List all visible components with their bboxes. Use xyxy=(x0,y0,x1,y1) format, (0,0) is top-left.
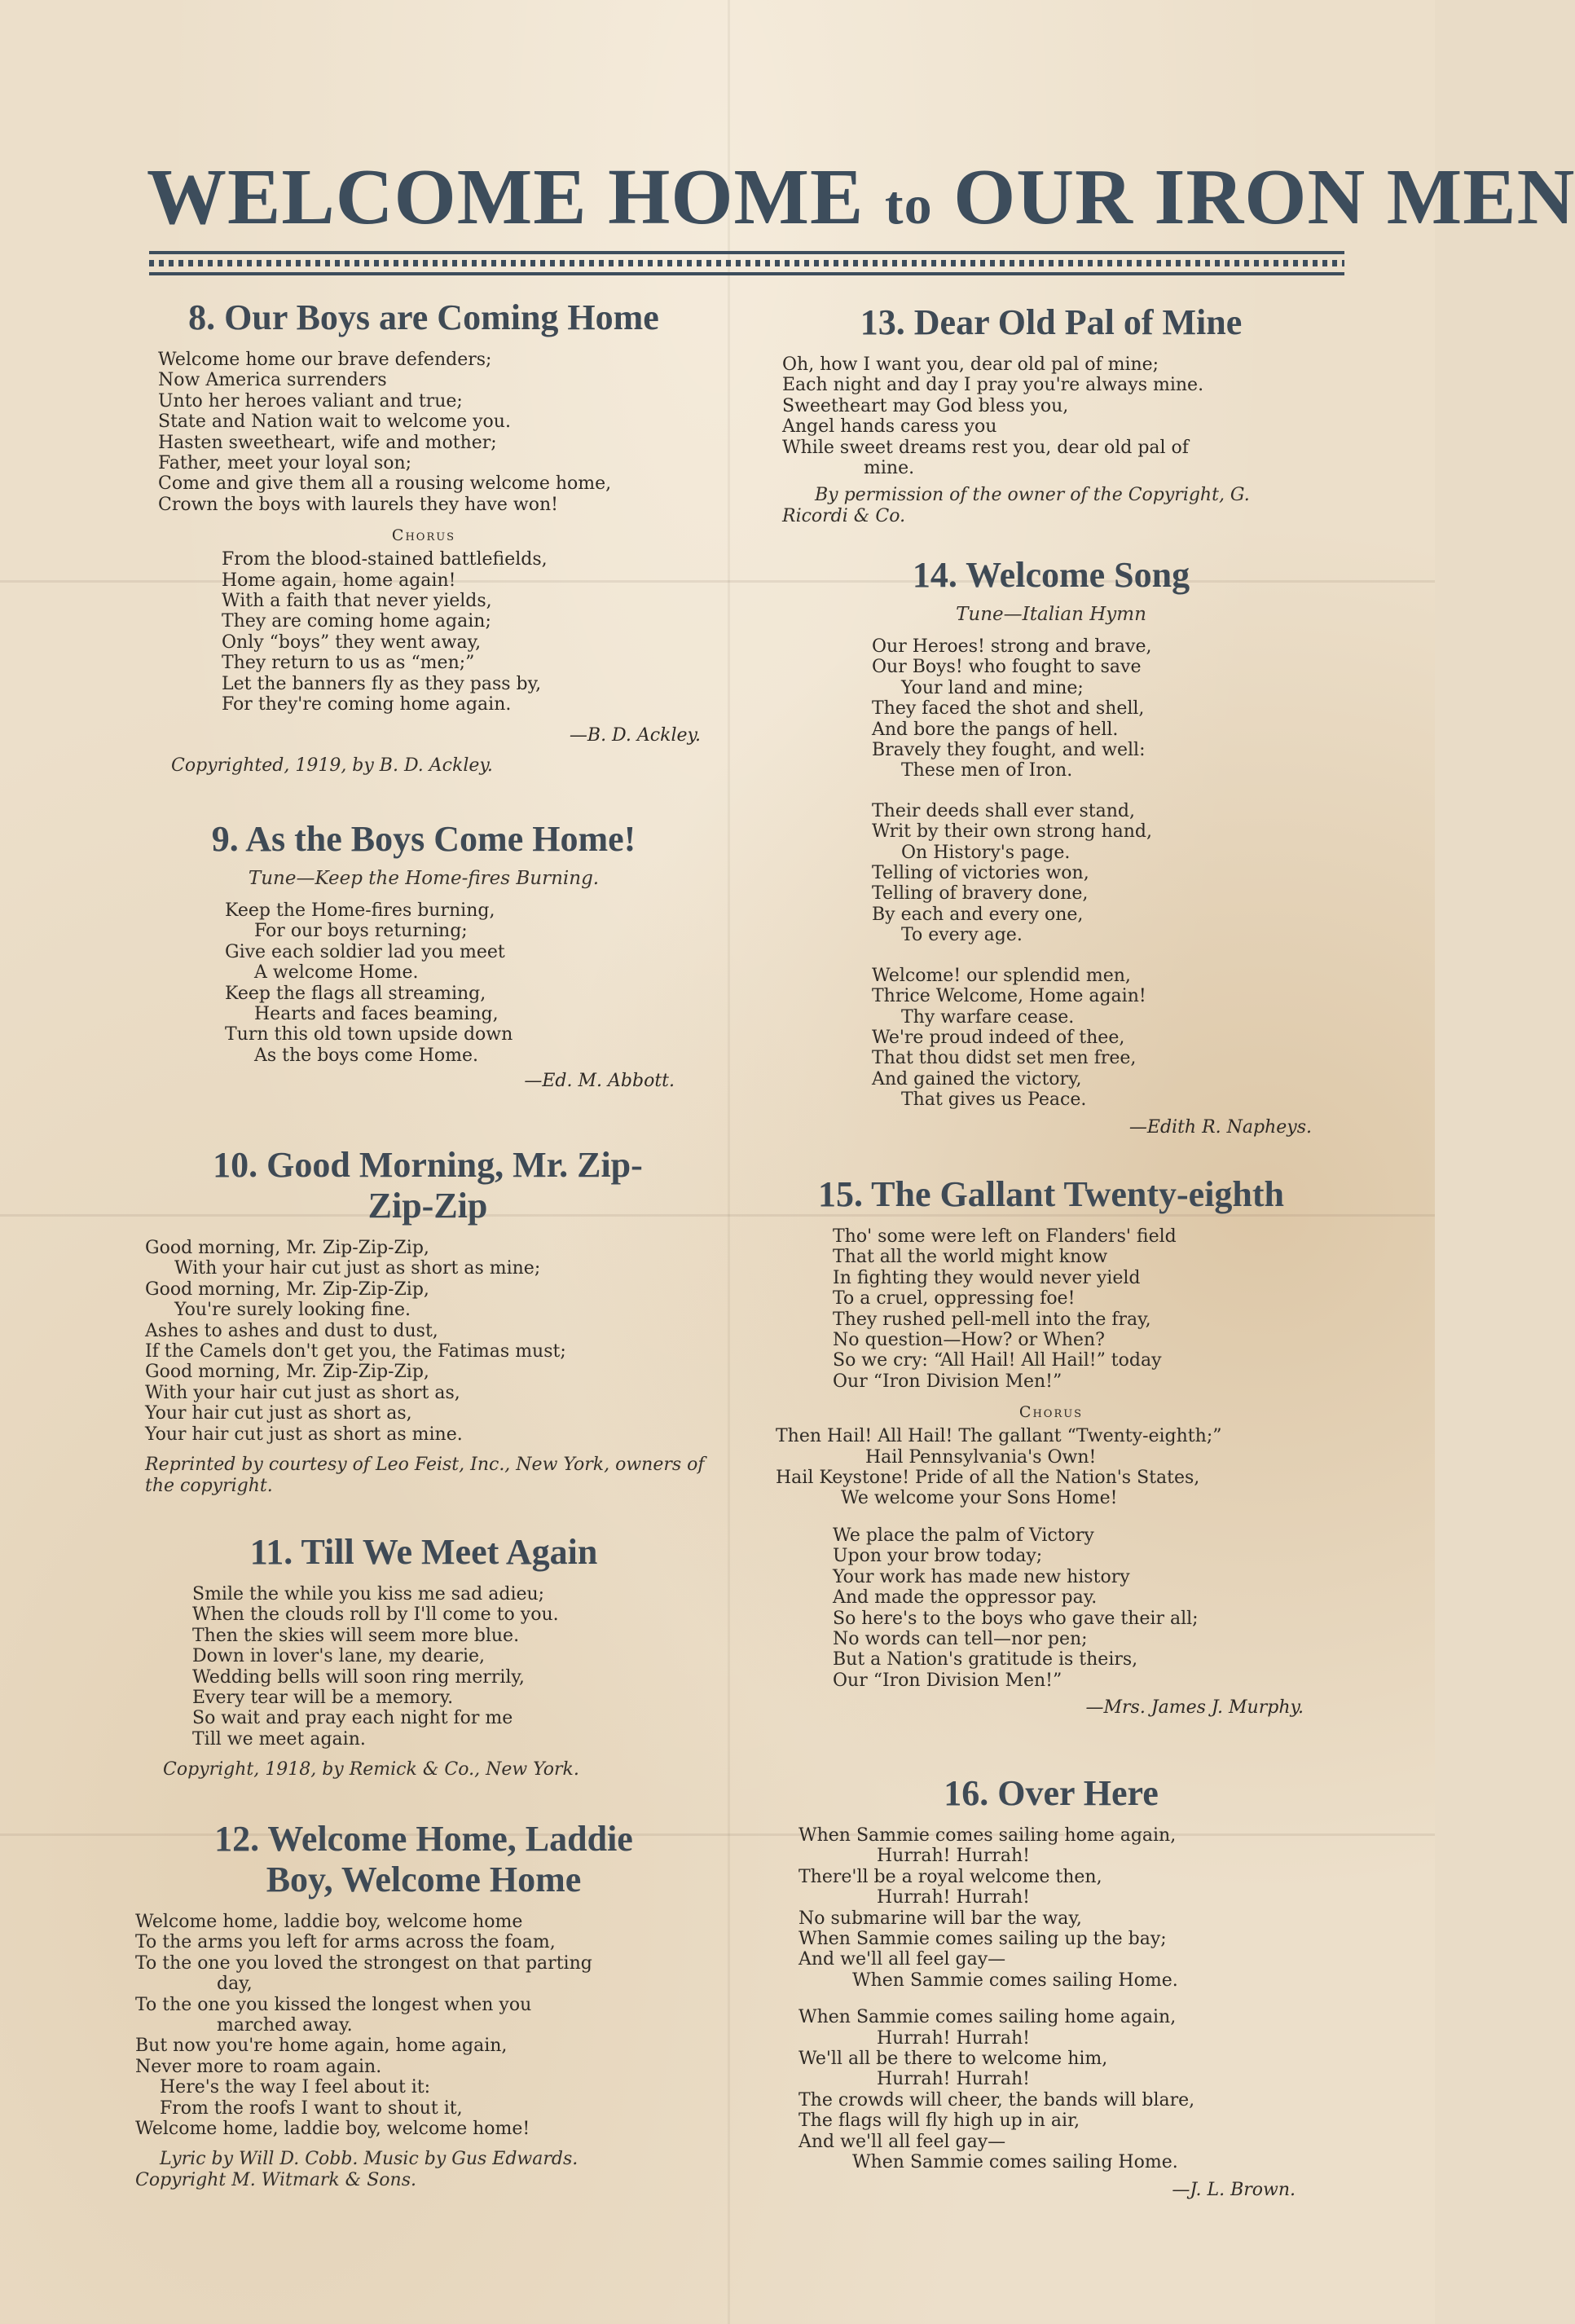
right-column xyxy=(766,297,1336,2200)
song-title: 8. Our Boys are Coming Home xyxy=(188,297,659,337)
verse-line: The flags will fly high up in air, xyxy=(798,2111,1080,2132)
verse-line: So here's to the boys who gave their all; xyxy=(833,1608,1199,1629)
stanza xyxy=(766,966,1336,1111)
verse-line: If the Camels don't get you, the Fatimas must; xyxy=(145,1341,566,1362)
verse-line: They rushed pell-mell into the fray, xyxy=(833,1309,1151,1330)
verse-line: Our “Iron Division Men!” xyxy=(833,1670,1062,1691)
title-rest: OUR IRON MEN xyxy=(953,153,1575,241)
song-11 xyxy=(130,1532,717,1819)
stanza xyxy=(766,1825,1336,1991)
chorus-label: Chorus xyxy=(1018,1403,1084,1422)
verse-line: These men of Iron. xyxy=(901,760,1073,781)
verse-line: Hasten sweetheart, wife and mother; xyxy=(158,432,497,453)
copyright-credit xyxy=(130,2149,717,2191)
song-title-line: 12. Welcome Home, Laddie xyxy=(214,1819,633,1859)
verse-line: Our Heroes! strong and brave, xyxy=(872,636,1152,657)
verse-line: Hurrah! Hurrah! xyxy=(877,2027,1031,2049)
verse-line: Turn this old town upside down xyxy=(225,1024,513,1045)
verse-line: Now America surrenders xyxy=(158,370,387,391)
chorus-line: They return to us as “men;” xyxy=(222,653,475,674)
verse-line: Telling of bravery done, xyxy=(872,883,1089,905)
verse-line: Good morning, Mr. Zip-Zip-Zip, xyxy=(145,1279,429,1300)
verse-line: To the one you kissed the longest when you xyxy=(135,1994,532,2015)
fold-line xyxy=(728,0,730,2324)
verse-line: Thrice Welcome, Home again! xyxy=(872,986,1146,1007)
verse-line: Angel hands caress you xyxy=(782,416,997,438)
verse-line: When the clouds roll by I'll come to you. xyxy=(192,1604,559,1626)
verse xyxy=(766,1226,1336,1392)
verse-line: day, xyxy=(217,1974,253,1995)
verse-line: To the one you loved the strongest on that parting xyxy=(135,1952,592,1974)
song-title: 15. The Gallant Twenty-eighth xyxy=(817,1174,1285,1214)
verse-line: Writ by their own strong hand, xyxy=(872,821,1152,843)
verse-line: Welcome home our brave defenders; xyxy=(158,350,492,370)
verse-line: A welcome Home. xyxy=(254,962,419,984)
verse-line: Tho' some were left on Flanders' field xyxy=(833,1226,1177,1247)
song-16 xyxy=(766,1773,1336,2200)
title-main: WELCOME HOME xyxy=(147,153,864,241)
verse-line: Telling of victories won, xyxy=(872,863,1089,884)
song-title: 11. Till We Meet Again xyxy=(249,1532,598,1572)
copyright-credit: Reprinted by courtesy of Leo Feist, Inc., New York, owners of the copyright. xyxy=(145,1455,705,1497)
verse-line: Then the skies will seem more blue. xyxy=(192,1625,520,1646)
copyright-credit: By permission of the owner of the Copyright, G. Ricordi & Co. xyxy=(782,485,1250,527)
verse-line: Never more to roam again. xyxy=(135,2056,382,2077)
verse-line: But a Nation's gratitude is theirs, xyxy=(833,1649,1138,1670)
credit-line: Copyright M. Witmark & Sons. xyxy=(135,2170,417,2191)
chorus-line: Home again, home again! xyxy=(222,570,456,591)
verse-line: Every tear will be a memory. xyxy=(192,1688,454,1709)
verse-line: Our “Iron Division Men!” xyxy=(833,1371,1062,1392)
chorus-line: Then Hail! All Hail! The gallant “Twenty-eighth;” xyxy=(776,1426,1222,1447)
verse xyxy=(130,1912,717,2139)
verse-line: To the arms you left for arms across the foam, xyxy=(135,1932,556,1953)
song-13 xyxy=(766,302,1336,555)
song-8 xyxy=(130,297,717,819)
song-15 xyxy=(766,1174,1336,1773)
chorus-label: Chorus xyxy=(391,526,456,545)
verse-line: Our Boys! who fought to save xyxy=(872,657,1142,678)
song-12 xyxy=(130,1819,717,2191)
chorus-line: Only “boys” they went away, xyxy=(222,632,482,653)
song-title: 13. Dear Old Pal of Mine xyxy=(860,302,1243,342)
verse-line: We'll all be there to welcome him, xyxy=(798,2049,1108,2070)
verse-line: Hurrah! Hurrah! xyxy=(877,1846,1031,1867)
verse-line: Your land and mine; xyxy=(901,677,1084,698)
verse-line: And we'll all feel gay— xyxy=(798,2131,1006,2152)
chorus-line: Hail Keystone! Pride of all the Nation's States, xyxy=(776,1468,1200,1489)
verse-line: Keep the Home-fires burning, xyxy=(225,900,495,921)
verse-line: Good morning, Mr. Zip-Zip-Zip, xyxy=(145,1238,429,1258)
verse-line: Keep the flags all streaming, xyxy=(225,983,486,1004)
tune: Tune—Italian Hymn xyxy=(956,604,1146,625)
verse-line: Welcome home, laddie boy, welcome home xyxy=(135,1912,523,1932)
verse-line: To every age. xyxy=(901,925,1023,946)
verse-line: In fighting they would never yield xyxy=(833,1267,1141,1288)
verse-line: On History's page. xyxy=(901,842,1071,863)
song-14 xyxy=(766,555,1336,1174)
chorus-line: Hail Pennsylvania's Own! xyxy=(865,1446,1097,1468)
verse-line: Bravely they fought, and well: xyxy=(872,740,1146,761)
verse-line: Ashes to ashes and dust to dust, xyxy=(145,1320,438,1341)
verse-line: Each night and day I pray you're always mine. xyxy=(782,375,1204,396)
song-10 xyxy=(130,1145,717,1532)
verse-line: And gained the victory, xyxy=(872,1068,1082,1089)
attribution: —Edith R. Napheys. xyxy=(1128,1116,1312,1138)
verse-line: Their deeds shall ever stand, xyxy=(872,800,1136,821)
chorus xyxy=(130,549,717,715)
verse-line: There'll be a royal welcome then, xyxy=(798,1866,1102,1887)
verse-line: But now you're home again, home again, xyxy=(135,2036,508,2057)
attribution: —B. D. Ackley. xyxy=(569,724,701,746)
left-column xyxy=(130,297,717,2191)
verse xyxy=(766,1525,1336,1691)
tune: Tune—Keep the Home-fires Burning. xyxy=(248,868,600,889)
verse-line: Hurrah! Hurrah! xyxy=(877,2069,1031,2090)
verse-line: And bore the pangs of hell. xyxy=(872,719,1119,740)
song-title xyxy=(130,1145,717,1226)
verse-line: That all the world might know xyxy=(833,1247,1108,1268)
verse-line: Down in lover's lane, my dearie, xyxy=(192,1646,486,1667)
verse-line: When Sammie comes sailing home again, xyxy=(798,2007,1177,2028)
verse-line: And made the oppressor pay. xyxy=(833,1587,1098,1609)
stanza xyxy=(766,2007,1336,2172)
verse-line: Welcome! our splendid men, xyxy=(872,965,1131,986)
verse-line: When Sammie comes sailing Home. xyxy=(852,2152,1178,2173)
verse-line: Give each soldier lad you meet xyxy=(225,941,505,962)
attribution: —Mrs. James J. Murphy. xyxy=(1085,1697,1304,1719)
chorus-line: From the blood-stained battlefields, xyxy=(222,549,548,570)
chorus-line: They are coming home again; xyxy=(222,611,491,632)
attribution: —Ed. M. Abbott. xyxy=(524,1071,675,1092)
ornamental-rule xyxy=(149,251,1344,275)
verse xyxy=(130,350,717,515)
verse-line: Oh, how I want you, dear old pal of mine; xyxy=(782,354,1159,375)
verse-line: The crowds will cheer, the bands will blare, xyxy=(798,2089,1195,2111)
verse-line: By each and every one, xyxy=(872,904,1084,925)
attribution: —J. L. Brown. xyxy=(1172,2179,1296,2200)
verse-line: As the boys come Home. xyxy=(254,1045,478,1066)
verse-line: Here's the way I feel about it: xyxy=(160,2077,431,2098)
verse-line: Come and give them all a rousing welcome home, xyxy=(158,473,612,495)
song-title: 14. Welcome Song xyxy=(912,555,1190,595)
verse-line: We're proud indeed of thee, xyxy=(872,1027,1125,1048)
stanza xyxy=(766,636,1336,781)
verse-line: So wait and pray each night for me xyxy=(192,1708,513,1729)
verse-line: While sweet dreams rest you, dear old pal of xyxy=(782,437,1189,458)
verse-line: And we'll all feel gay— xyxy=(798,1949,1006,1970)
verse-line: Wedding bells will soon ring merrily, xyxy=(192,1666,525,1688)
copyright-credit: Copyrighted, 1919, by B. D. Ackley. xyxy=(171,755,493,776)
verse-line: Your hair cut just as short as, xyxy=(145,1403,412,1424)
verse-line: State and Nation wait to welcome you. xyxy=(158,412,511,433)
song-title: 16. Over Here xyxy=(944,1773,1159,1813)
verse-line: When Sammie comes sailing up the bay; xyxy=(798,1929,1167,1950)
chorus-line: Let the banners fly as they pass by, xyxy=(222,673,542,694)
title-to: to xyxy=(884,174,933,235)
verse-line: Hurrah! Hurrah! xyxy=(877,1887,1031,1908)
verse-line: With your hair cut just as short as mine; xyxy=(174,1258,541,1279)
verse xyxy=(130,1238,717,1445)
verse-line: marched away. xyxy=(217,2015,353,2036)
verse-line: You're surely looking fine. xyxy=(174,1300,411,1321)
verse xyxy=(130,1584,717,1750)
song-title-line: 10. Good Morning, Mr. Zip- xyxy=(213,1145,643,1185)
verse-line: Good morning, Mr. Zip-Zip-Zip, xyxy=(145,1362,429,1383)
verse-line: They faced the shot and shell, xyxy=(872,698,1145,720)
verse-line: Upon your brow today; xyxy=(833,1546,1043,1567)
verse-line: For our boys returning; xyxy=(254,921,468,942)
verse-line: No submarine will bar the way, xyxy=(798,1908,1082,1929)
page-title xyxy=(147,153,1575,247)
verse-line: Welcome home, laddie boy, welcome home! xyxy=(135,2119,530,2140)
verse-line: Thy warfare cease. xyxy=(901,1006,1075,1028)
copyright-credit: Copyright, 1918, by Remick & Co., New York. xyxy=(163,1759,579,1780)
verse-line: Father, meet your loyal son; xyxy=(158,453,412,474)
verse-line: No question—How? or When? xyxy=(833,1330,1105,1351)
chorus xyxy=(766,1426,1336,1509)
stanza xyxy=(766,801,1336,946)
verse-line: Your work has made new history xyxy=(833,1566,1130,1587)
verse-line: Hearts and faces beaming, xyxy=(254,1004,499,1025)
verse-line: So we cry: “All Hail! All Hail!” today xyxy=(833,1350,1162,1371)
verse-line: When Sammie comes sailing Home. xyxy=(852,1970,1178,1991)
verse-line: To a cruel, oppressing foe! xyxy=(833,1288,1076,1309)
song-9 xyxy=(130,819,717,1145)
verse-line: When Sammie comes sailing home again, xyxy=(798,1825,1177,1846)
song-title xyxy=(130,1819,717,1900)
verse-line: Crown the boys with laurels they have won! xyxy=(158,494,558,515)
song-title-line: Boy, Welcome Home xyxy=(266,1860,582,1899)
verse-line: That gives us Peace. xyxy=(901,1089,1087,1111)
song-title-line: Zip-Zip xyxy=(367,1186,488,1226)
verse-line: From the roofs I want to shout it, xyxy=(160,2097,463,2119)
verse-line: Till we meet again. xyxy=(192,1728,366,1750)
verse-line: We place the palm of Victory xyxy=(833,1525,1094,1546)
verse-line: That thou didst set men free, xyxy=(872,1048,1137,1069)
chorus-line: We welcome your Sons Home! xyxy=(841,1488,1118,1509)
verse-line: No words can tell—nor pen; xyxy=(833,1628,1088,1649)
credit-line: Lyric by Will D. Cobb. Music by Gus Edwards. xyxy=(160,2149,579,2170)
song-title: 9. As the Boys Come Home! xyxy=(211,819,636,859)
verse-line: mine. xyxy=(864,458,915,479)
verse-line: Sweetheart may God bless you, xyxy=(782,395,1069,416)
verse xyxy=(130,900,717,1066)
verse-line: Unto her heroes valiant and true; xyxy=(158,390,463,412)
verse-line: Smile the while you kiss me sad adieu; xyxy=(192,1584,545,1604)
chorus-line: With a faith that never yields, xyxy=(222,591,492,612)
verse xyxy=(766,354,1336,478)
verse-line: With your hair cut just as short as, xyxy=(145,1382,460,1403)
verse-line: Your hair cut just as short as mine. xyxy=(145,1424,463,1445)
chorus-line: For they're coming home again. xyxy=(222,694,512,715)
